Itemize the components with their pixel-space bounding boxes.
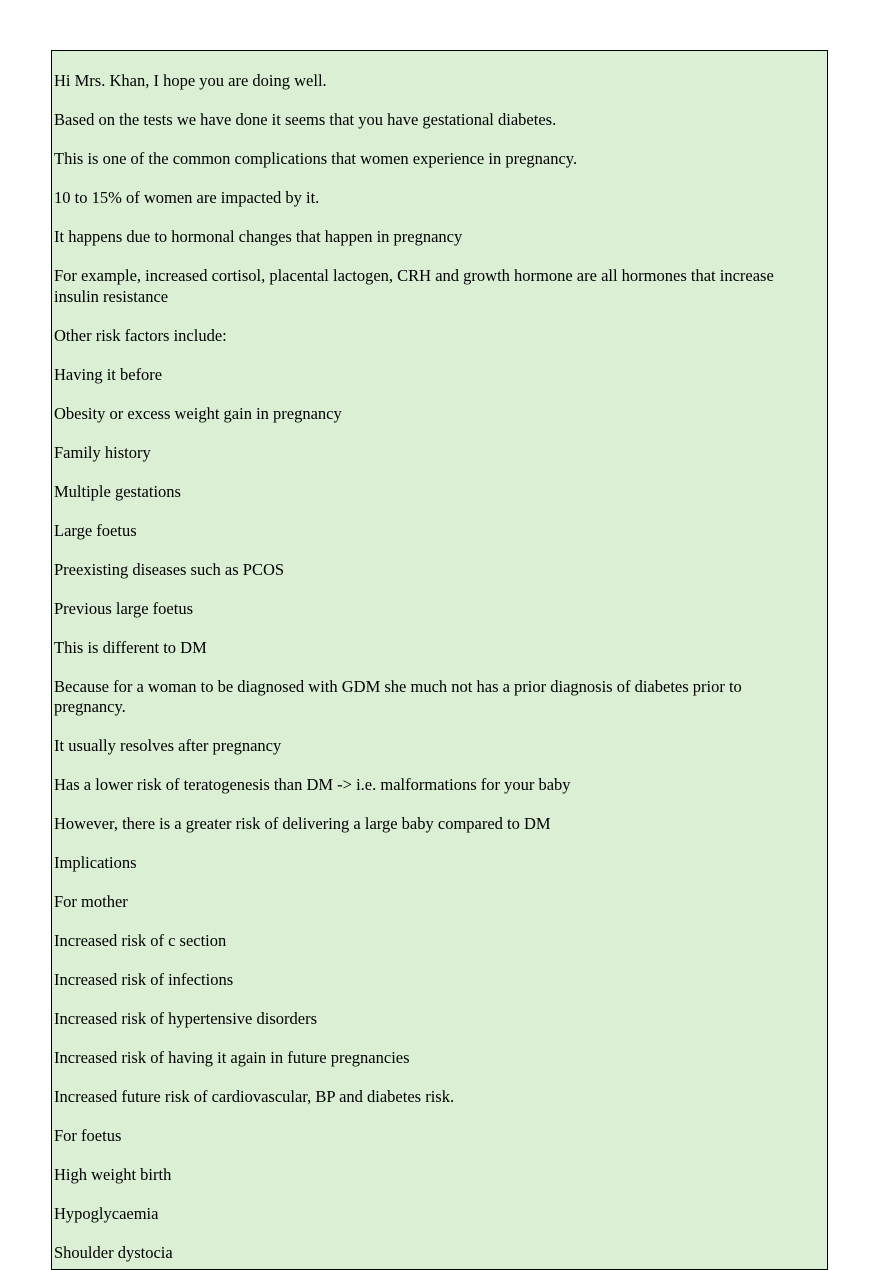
mother-subheading: For mother (54, 892, 128, 911)
mother-risk-item: Increased future risk of cardiovascular, BP and diabetes risk. (54, 1087, 455, 1106)
mother-risk-item: Increased risk of infections (54, 970, 234, 989)
difference-detail-text: Because for a woman to be diagnosed with GDM she much not has a prior diagnosis of diabetes prior to pregnancy. (54, 676, 742, 716)
risk-factor-item: Preexisting diseases such as PCOS (54, 559, 285, 579)
mother-risk-item: Increased risk of hypertensive disorders (54, 1009, 317, 1028)
mother-risk-item: Increased risk of c section (54, 931, 227, 950)
greeting-text: Hi Mrs. Khan, I hope you are doing well. (54, 71, 327, 90)
note-box (51, 50, 828, 1270)
implications-heading: Implications (54, 853, 137, 872)
cause-text: It happens due to hormonal changes that happen in pregnancy (54, 227, 463, 246)
risk-factor-item: Previous large foetus (54, 598, 194, 618)
foetus-risk-item: High weight birth (54, 1165, 172, 1184)
risk-factor-item: Obesity or excess weight gain in pregnancy (54, 403, 342, 423)
diagnosis-text: Based on the tests we have done it seems that you have gestational diabetes. (54, 110, 557, 129)
difference-detail-text: Has a lower risk of teratogenesis than DM -> i.e. malformations for your baby (54, 775, 571, 794)
risk-factor-item: Multiple gestations (54, 481, 181, 501)
difference-detail-text: However, there is a greater risk of delivering a large baby compared to DM (54, 814, 551, 833)
complication-text: This is one of the common complications that women experience in pregnancy. (54, 149, 578, 168)
risk-factor-item: Having it before (54, 364, 163, 384)
mother-risk-item: Increased risk of having it again in future pregnancies (54, 1048, 410, 1067)
hormones-text: For example, increased cortisol, placental lactogen, CRH and growth hormone are all hormones that increase insulin resistance (54, 266, 774, 306)
foetus-subheading: For foetus (54, 1126, 122, 1145)
foetus-risk-item: Hypoglycaemia (54, 1204, 159, 1223)
risk-factor-item: Large foetus (54, 520, 137, 540)
foetus-risk-item: Shoulder dystocia (54, 1243, 173, 1262)
risk-factors-heading: Other risk factors include: (54, 325, 227, 345)
difference-text: This is different to DM (54, 637, 207, 657)
risk-factor-item: Family history (54, 442, 151, 462)
prevalence-text: 10 to 15% of women are impacted by it. (54, 188, 320, 207)
difference-detail-text: It usually resolves after pregnancy (54, 736, 282, 755)
